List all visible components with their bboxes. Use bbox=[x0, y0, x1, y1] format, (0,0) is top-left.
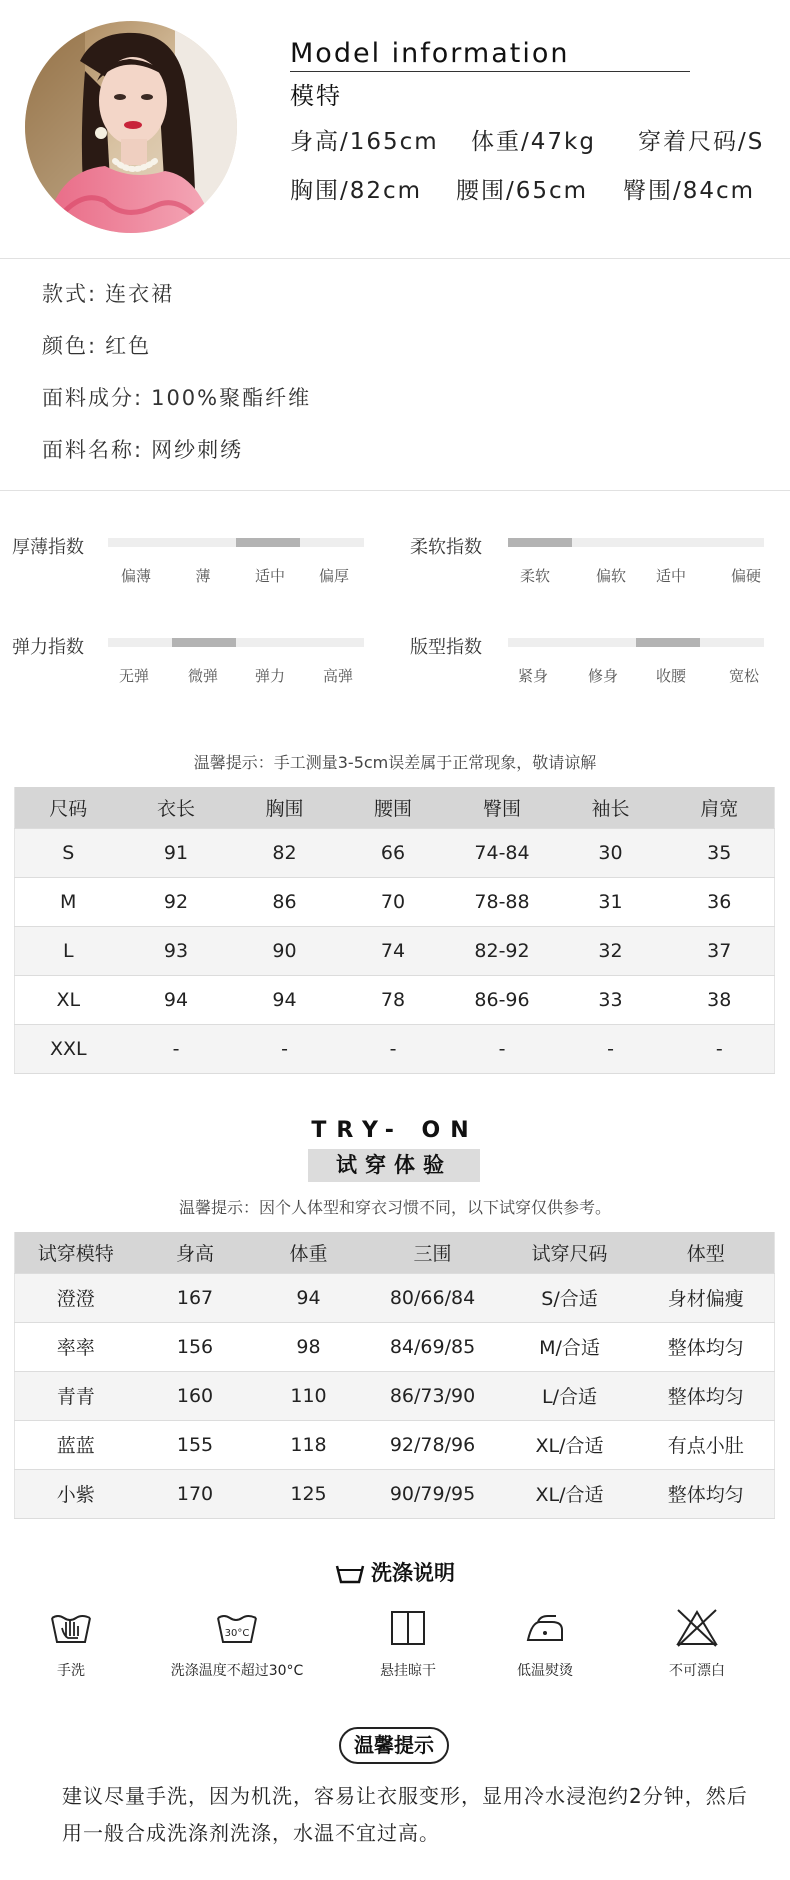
softness-index-bar bbox=[508, 538, 764, 547]
table-cell: - bbox=[231, 1024, 339, 1073]
model-waist: 腰围/65cm bbox=[456, 178, 589, 204]
attribute-label: 款式: bbox=[42, 282, 98, 306]
care-instructions-title: 洗涤说明 bbox=[371, 1561, 455, 1585]
table-cell: M bbox=[15, 877, 122, 926]
attribute-value: 连衣裙 bbox=[105, 282, 175, 306]
model-info-title: Model information bbox=[290, 38, 570, 69]
title-underline bbox=[290, 71, 690, 72]
table-cell: 66 bbox=[339, 828, 448, 877]
care-label: 不可漂白 bbox=[669, 1663, 725, 1679]
column-header: 臀围 bbox=[448, 787, 557, 828]
column-header: 体型 bbox=[638, 1232, 775, 1273]
attribute-value: 网纱刺绣 bbox=[151, 438, 244, 462]
index-option: 宽松 bbox=[728, 667, 760, 685]
table-cell: 156 bbox=[137, 1322, 254, 1371]
model-info-section bbox=[0, 0, 790, 258]
table-cell: 37 bbox=[665, 926, 775, 975]
table-cell: 167 bbox=[137, 1273, 254, 1322]
table-cell: 93 bbox=[122, 926, 231, 975]
table-row bbox=[15, 1322, 775, 1371]
thickness-index-bar bbox=[108, 538, 364, 547]
table-cell: 70 bbox=[339, 877, 448, 926]
index-option: 柔软 bbox=[519, 567, 551, 585]
index-option: 适中 bbox=[655, 567, 687, 585]
table-cell: 125 bbox=[254, 1469, 364, 1518]
index-bar-fill bbox=[236, 538, 300, 547]
table-cell: 118 bbox=[254, 1420, 364, 1469]
table-cell: 94 bbox=[122, 975, 231, 1024]
index-option: 偏薄 bbox=[120, 567, 152, 585]
table-cell: 78-88 bbox=[448, 877, 557, 926]
table-row bbox=[15, 975, 775, 1024]
table-cell: 98 bbox=[254, 1322, 364, 1371]
attribute-style bbox=[42, 278, 174, 308]
table-cell: 38 bbox=[665, 975, 775, 1024]
section-divider bbox=[0, 258, 790, 259]
table-cell: 澄澄 bbox=[15, 1273, 137, 1322]
table-cell: 160 bbox=[137, 1371, 254, 1420]
table-cell: 74 bbox=[339, 926, 448, 975]
table-cell: 33 bbox=[557, 975, 665, 1024]
column-header: 肩宽 bbox=[665, 787, 775, 828]
care-item-no-bleach bbox=[617, 1608, 777, 1680]
table-cell: 36 bbox=[665, 877, 775, 926]
tryon-subtitle: 试穿体验 bbox=[308, 1149, 480, 1182]
table-cell: 92/78/96 bbox=[364, 1420, 502, 1469]
table-cell: 84/69/85 bbox=[364, 1322, 502, 1371]
attribute-color bbox=[42, 330, 151, 360]
table-cell: 32 bbox=[557, 926, 665, 975]
table-cell: 78 bbox=[339, 975, 448, 1024]
table-cell: - bbox=[448, 1024, 557, 1073]
table-cell: XL bbox=[15, 975, 122, 1024]
table-cell: 有点小肚 bbox=[638, 1420, 775, 1469]
column-header: 腰围 bbox=[339, 787, 448, 828]
thickness-index-label: 厚薄指数 bbox=[12, 537, 84, 558]
index-option: 薄 bbox=[195, 567, 211, 585]
table-cell: - bbox=[339, 1024, 448, 1073]
table-cell: 整体均匀 bbox=[638, 1469, 775, 1518]
elasticity-index-label: 弹力指数 bbox=[12, 637, 84, 658]
index-option: 无弹 bbox=[118, 667, 150, 685]
index-option: 适中 bbox=[254, 567, 286, 585]
notice-text: 建议尽量手洗，因为机洗，容易让衣服变形，显用冷水浸泡约2分钟，然后用一般合成洗涤剂洗涤，水温不宜过高。 bbox=[62, 1784, 748, 1845]
attribute-value: 100%聚酯纤维 bbox=[151, 386, 312, 410]
table-cell: 小紫 bbox=[15, 1469, 137, 1518]
table-header-row bbox=[15, 1232, 775, 1273]
table-cell: L/合适 bbox=[502, 1371, 638, 1420]
notice-badge: 温馨提示 bbox=[339, 1727, 449, 1764]
tryon-title: TRY- ON bbox=[311, 1118, 479, 1143]
attribute-label: 面料名称: bbox=[42, 438, 144, 462]
table-cell: 155 bbox=[137, 1420, 254, 1469]
table-cell: 30 bbox=[557, 828, 665, 877]
tryon-table bbox=[14, 1232, 775, 1519]
attribute-label: 颜色: bbox=[42, 334, 98, 358]
index-bar-fill bbox=[636, 638, 700, 647]
index-option: 偏厚 bbox=[318, 567, 350, 585]
table-cell: 82-92 bbox=[448, 926, 557, 975]
table-cell: 整体均匀 bbox=[638, 1371, 775, 1420]
table-cell: 蓝蓝 bbox=[15, 1420, 137, 1469]
table-row bbox=[15, 1469, 775, 1518]
fit-index-label: 版型指数 bbox=[410, 637, 482, 658]
no-bleach-icon bbox=[674, 1608, 720, 1648]
table-cell: - bbox=[122, 1024, 231, 1073]
table-cell: L bbox=[15, 926, 122, 975]
index-option: 微弹 bbox=[187, 667, 219, 685]
model-bust: 胸围/82cm bbox=[290, 178, 423, 204]
table-header-row bbox=[15, 787, 775, 828]
index-option: 偏软 bbox=[595, 567, 627, 585]
index-option: 收腰 bbox=[655, 667, 687, 685]
model-info-subtitle: 模特 bbox=[290, 82, 342, 110]
size-chart-table bbox=[14, 787, 775, 1074]
attribute-label: 面料成分: bbox=[42, 386, 144, 410]
wash-temp-value: 30°C bbox=[224, 1628, 250, 1639]
table-cell: 率率 bbox=[15, 1322, 137, 1371]
care-label: 洗涤温度不超过30°C bbox=[170, 1663, 304, 1679]
table-cell: M/合适 bbox=[502, 1322, 638, 1371]
washing-basin-icon bbox=[335, 1563, 365, 1585]
column-header: 尺码 bbox=[15, 787, 122, 828]
table-row bbox=[15, 1024, 775, 1073]
index-option: 紧身 bbox=[517, 667, 549, 685]
model-weight: 体重/47kg bbox=[471, 129, 596, 155]
table-cell: XL/合适 bbox=[502, 1420, 638, 1469]
table-cell: 110 bbox=[254, 1371, 364, 1420]
table-cell: 86/73/90 bbox=[364, 1371, 502, 1420]
section-divider bbox=[0, 490, 790, 491]
hand-wash-icon bbox=[48, 1608, 94, 1648]
index-option: 弹力 bbox=[254, 667, 286, 685]
softness-index-label: 柔软指数 bbox=[410, 537, 482, 558]
column-header: 身高 bbox=[137, 1232, 254, 1273]
table-cell: 90/79/95 bbox=[364, 1469, 502, 1518]
table-cell: 35 bbox=[665, 828, 775, 877]
column-header: 试穿尺码 bbox=[502, 1232, 638, 1273]
table-cell: S bbox=[15, 828, 122, 877]
fit-index-bar bbox=[508, 638, 764, 647]
index-bar-fill bbox=[508, 538, 572, 547]
table-cell: 整体均匀 bbox=[638, 1322, 775, 1371]
table-cell: 91 bbox=[122, 828, 231, 877]
table-cell: S/合适 bbox=[502, 1273, 638, 1322]
table-row bbox=[15, 828, 775, 877]
table-cell: 80/66/84 bbox=[364, 1273, 502, 1322]
table-cell: 92 bbox=[122, 877, 231, 926]
care-instructions-heading bbox=[0, 1557, 790, 1587]
care-label: 悬挂晾干 bbox=[380, 1663, 436, 1679]
table-cell: 青青 bbox=[15, 1371, 137, 1420]
attribute-value: 红色 bbox=[105, 334, 152, 358]
attribute-fabric-name bbox=[42, 434, 243, 464]
table-row bbox=[15, 1420, 775, 1469]
table-row bbox=[15, 1371, 775, 1420]
column-header: 袖长 bbox=[557, 787, 665, 828]
elasticity-index-bar bbox=[108, 638, 364, 647]
table-cell: 170 bbox=[137, 1469, 254, 1518]
table-cell: 31 bbox=[557, 877, 665, 926]
model-hip: 臀围/84cm bbox=[623, 178, 756, 204]
table-cell: 74-84 bbox=[448, 828, 557, 877]
table-row bbox=[15, 877, 775, 926]
model-avatar bbox=[25, 21, 237, 233]
model-height: 身高/165cm bbox=[290, 129, 439, 155]
care-item-hang-dry bbox=[328, 1608, 488, 1680]
care-label: 低温熨烫 bbox=[517, 1663, 573, 1679]
table-cell: 90 bbox=[231, 926, 339, 975]
table-row bbox=[15, 926, 775, 975]
column-header: 体重 bbox=[254, 1232, 364, 1273]
care-item-hand-wash bbox=[0, 1608, 151, 1680]
low-iron-icon bbox=[522, 1608, 568, 1648]
hang-dry-icon bbox=[385, 1608, 431, 1648]
table-cell: - bbox=[665, 1024, 775, 1073]
table-cell: XL/合适 bbox=[502, 1469, 638, 1518]
table-cell: 94 bbox=[254, 1273, 364, 1322]
care-label: 手洗 bbox=[57, 1663, 85, 1679]
care-item-wash-temp bbox=[157, 1608, 317, 1680]
tryon-note: 温馨提示：因个人体型和穿衣习惯不同，以下试穿仅供参考。 bbox=[178, 1198, 611, 1217]
column-header: 胸围 bbox=[231, 787, 339, 828]
model-size: 穿着尺码/S bbox=[638, 129, 765, 155]
table-cell: - bbox=[557, 1024, 665, 1073]
index-option: 高弹 bbox=[322, 667, 354, 685]
table-cell: 身材偏瘦 bbox=[638, 1273, 775, 1322]
column-header: 试穿模特 bbox=[15, 1232, 137, 1273]
table-cell: 94 bbox=[231, 975, 339, 1024]
measurement-note: 温馨提示：手工测量3-5cm误差属于正常现象，敬请谅解 bbox=[193, 753, 597, 772]
index-bar-fill bbox=[172, 638, 236, 647]
index-option: 偏硬 bbox=[730, 567, 762, 585]
care-item-low-iron bbox=[465, 1608, 625, 1680]
wash-30-icon bbox=[214, 1608, 260, 1648]
attribute-fabric bbox=[42, 382, 311, 412]
table-row bbox=[15, 1273, 775, 1322]
table-cell: 82 bbox=[231, 828, 339, 877]
column-header: 衣长 bbox=[122, 787, 231, 828]
table-cell: 86-96 bbox=[448, 975, 557, 1024]
table-cell: 86 bbox=[231, 877, 339, 926]
index-option: 修身 bbox=[587, 667, 619, 685]
column-header: 三围 bbox=[364, 1232, 502, 1273]
table-cell: XXL bbox=[15, 1024, 122, 1073]
